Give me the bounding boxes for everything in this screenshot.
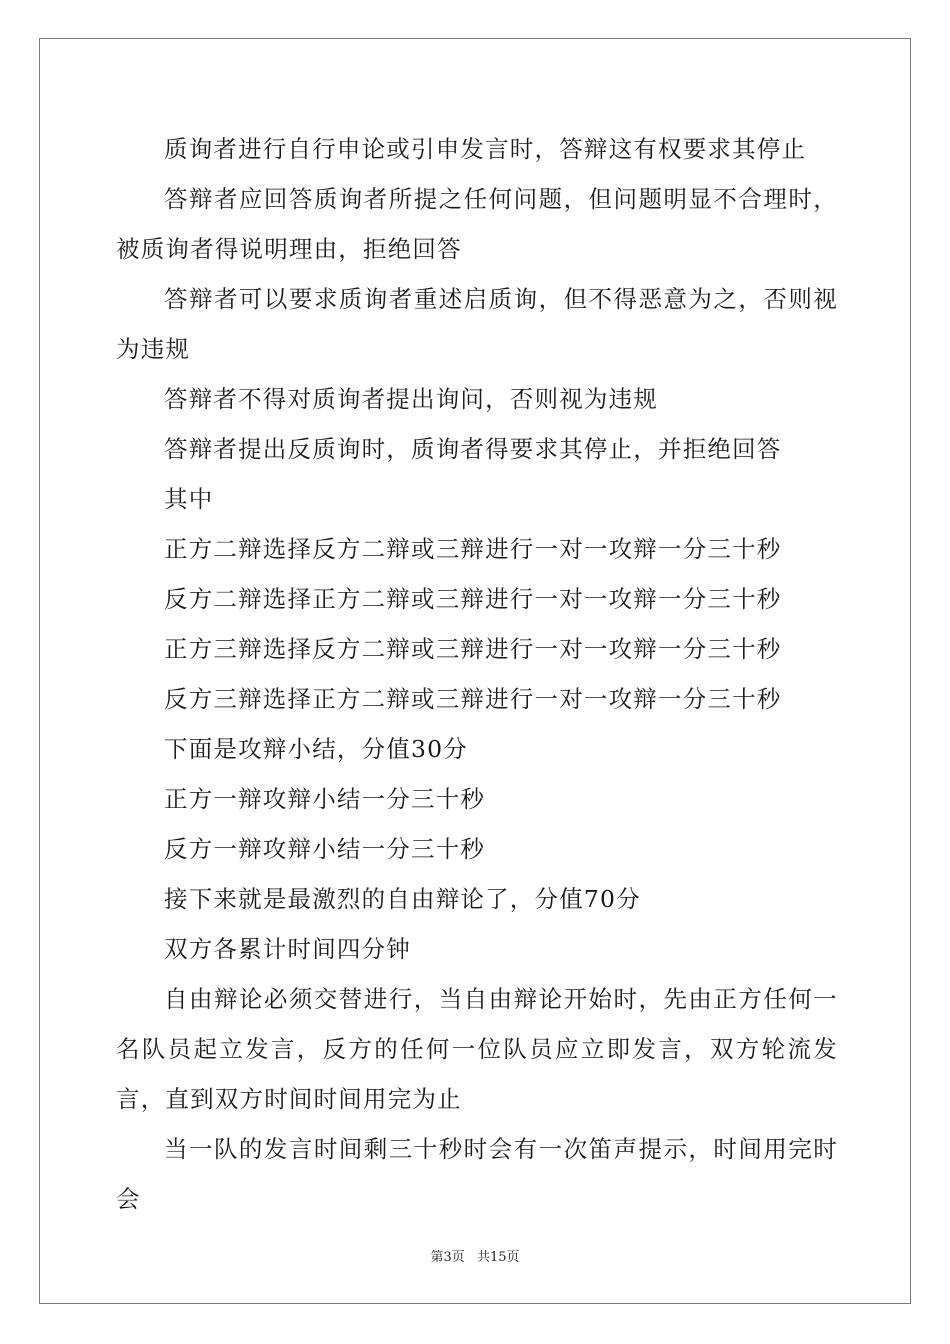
paragraph: 双方各累计时间四分钟 bbox=[164, 935, 411, 963]
paragraph: 正方二辩选择反方二辩或三辩进行一对一攻辩一分三十秒 bbox=[164, 535, 782, 563]
page-footer bbox=[0, 1246, 950, 1265]
page-number: 第3页 bbox=[430, 1250, 465, 1265]
paragraph: 其中 bbox=[164, 485, 214, 513]
paragraph: 正方三辩选择反方二辩或三辩进行一对一攻辩一分三十秒 bbox=[164, 635, 782, 663]
paragraph: 正方一辩攻辩小结一分三十秒 bbox=[164, 785, 486, 813]
paragraph: 接下来就是最激烈的自由辩论了，分值70分 bbox=[164, 885, 641, 913]
paragraph: 答辩者可以要求质询者重述启质询，但不得恶意为之，否则视为违规 bbox=[116, 285, 838, 363]
paragraph: 答辩者提出反质询时，质询者得要求其停止，并拒绝回答 bbox=[164, 435, 782, 463]
paragraph: 反方一辩攻辩小结一分三十秒 bbox=[164, 835, 486, 863]
paragraph: 反方二辩选择正方二辩或三辩进行一对一攻辩一分三十秒 bbox=[164, 585, 782, 613]
document-body bbox=[116, 124, 838, 1224]
page-total: 共15页 bbox=[476, 1250, 520, 1265]
paragraph: 自由辩论必须交替进行，当自由辩论开始时，先由正方任何一名队员起立发言，反方的任何一位队员应立即发言，双方轮流发言，直到双方时间时间用完为止 bbox=[116, 985, 838, 1113]
paragraph: 质询者进行自行申论或引申发言时，答辩这有权要求其停止 bbox=[164, 135, 807, 163]
paragraph: 答辩者不得对质询者提出询问，否则视为违规 bbox=[164, 385, 658, 413]
paragraph: 下面是攻辩小结，分值30分 bbox=[164, 735, 469, 763]
paragraph: 当一队的发言时间剩三十秒时会有一次笛声提示，时间用完时会 bbox=[116, 1135, 838, 1213]
paragraph: 答辩者应回答质询者所提之任何问题，但问题明显不合理时，被质询者得说明理由，拒绝回答 bbox=[116, 185, 838, 263]
paragraph: 反方三辩选择正方二辩或三辩进行一对一攻辩一分三十秒 bbox=[164, 685, 782, 713]
